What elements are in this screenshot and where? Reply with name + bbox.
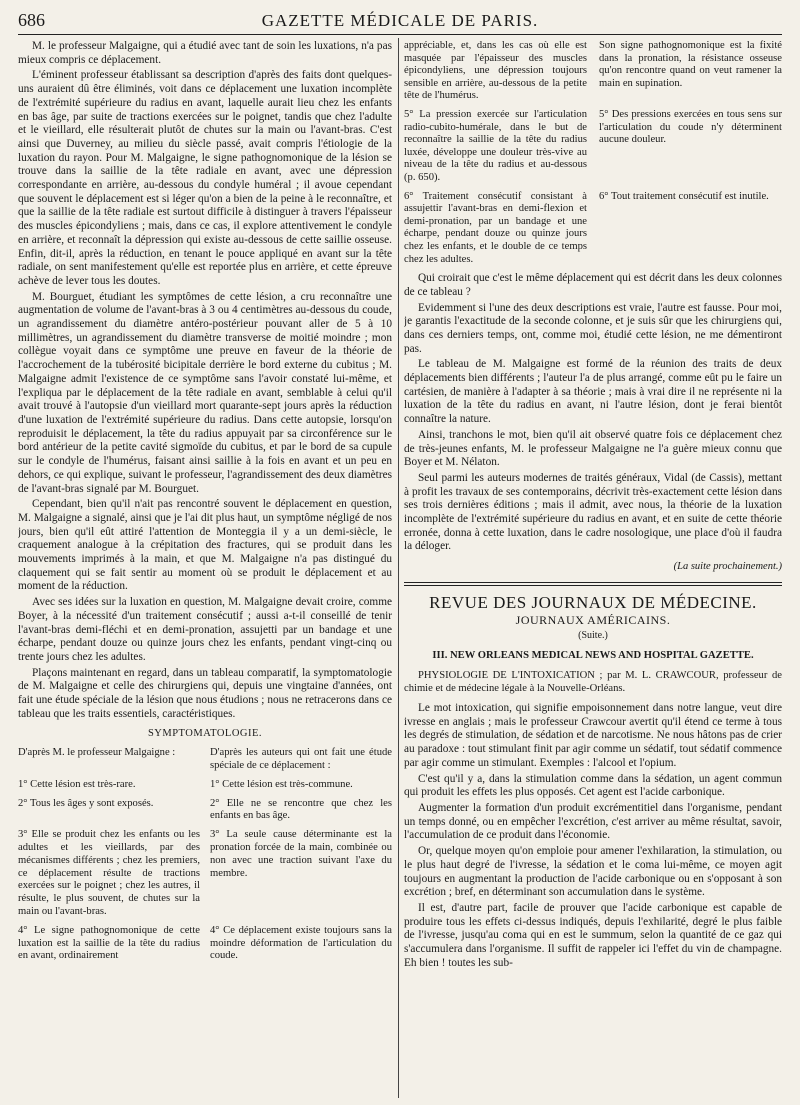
paragraph: Il est, d'autre part, facile de prouver que l'acide carbonique est capable de produire tous les effets ci-dessus indiqués, depuis l'exhilarité, degré le plus faible de l'ivresse, jusqu'au coma qui en est le summum, selon la quantité de ce gaz qui s'accumulera dans l'organisme. Il suffit de rappeler ici l'effet du vin de champagne. Eh bien ! toutes les sub- bbox=[404, 901, 782, 969]
table-cell: 6° Traitement consécutif consistant à assujettir l'avant-bras en demi-flexion et demi-pronation, par un bandage et une écharpe, pendant douze ou quinze jours chez les enfants, et le double de ce temps chez les adultes. bbox=[404, 190, 587, 265]
table-cell: 2° Tous les âges y sont exposés. bbox=[18, 797, 154, 809]
paragraph: L'éminent professeur établissant sa description d'après des faits dont quelques-uns auraient dû être éliminés, voit dans ce déplacement une luxation incomplète de l'extrémité supérieure du radius en avant, laquelle aurait lieu chez les enfants en bas âge, par suite de tractions exercées sur le poignet, tandis que chez l'adulte et le vieillard, elle résulterait plutôt de chutes sur la main ou l'avant-bras. C'est ainsi que Duverney, au milieu du siècle passé, avait compris l'étiologie de la luxation du rayon. Pour M. Malgaigne, le signe pathognomonique de la lésion se trouve dans la saillie de la tête radiale en avant, avec une dépression correspondante en arrière, au-dessous du condyle huméral ; il avoue cependant que souvent le déplacement est si léger qu'on a bien de la peine à le reconnaître, et que la saillie de la tête radiale est surtout difficile à distinguer à travers l'épaisseur des muscles épicondyliens ; mais, dans ce cas, il explore attentivement le condyle en arrière, et reconnaît la dépression qui existe au-dessous de cette saillie osseuse. Enfin, dit-il, après la réduction, en tenant le pouce appliqué en avant sur la tête radiale, on sent manifestement qu'elle est reportée plus en arrière, et cette épreuve achève de lever tous les doutes. bbox=[18, 69, 392, 287]
paragraph: Le mot intoxication, qui signifie empoisonnement dans notre langue, veut dire ivresse en anglais ; mais le professeur Crawcour avertit qu'il étend ce terme à tous les degrés de stimulation, de sédation et de narcotisme. Ne nous hâtons pas de crier au paradoxe : tout stimulant finit par agir comme un sédatif, tout sédatif commence par agir comme un stimulant. Exemples : l'alcool et l'opium. bbox=[404, 702, 782, 769]
column-divider bbox=[398, 38, 399, 1098]
paragraph: Qui croirait que c'est le même déplacement qui est décrit dans les deux colonnes de ce tableau ? bbox=[404, 272, 782, 298]
paragraph: C'est qu'il y a, dans la stimulation comme dans la sédation, un agent commun qui produit les effets les plus opposés. Cet agent est l'acide carbonique. bbox=[404, 772, 782, 799]
table-title: SYMPTOMATOLOGIE. bbox=[147, 728, 263, 740]
table-cell: Son signe pathognomonique est la fixité dans la pronation, la résistance osseuse qu'on rencontre quand on veut ramener la main en supination. bbox=[599, 40, 782, 89]
table-cell: 3° Elle se produit chez les enfants ou les adultes et les vieillards, par des mécanismes différents ; chez les premiers, ce déplacement résulte de tractions exercées sur le poignet ; chez les autres, il résulte, le plus souvent, de chutes sur la main ou l'avant-bras. bbox=[18, 829, 200, 917]
table-cell: 5° Des pressions exercées en tous sens sur l'articulation du coude n'y déterminent aucune douleur. bbox=[599, 108, 782, 146]
table-cell: 6° Tout traitement consécutif est inutile. bbox=[599, 190, 769, 202]
table-cell: 5° La pression exercée sur l'articulation radio-cubito-humérale, dans le but de reconnaître la saillie de la tête du radius luxée, développe une douleur très-vive au niveau de la tête du radius et au-dessous (p. 650). bbox=[404, 108, 587, 183]
table-cell: 2° Elle ne se rencontre que chez les enfants en bas âge. bbox=[210, 797, 392, 822]
table-cell: 4° Le signe pathognomonique de cette luxation est la saillie de la tête du radius en avant, ordinairement bbox=[18, 924, 200, 962]
comparison-table-continued bbox=[404, 40, 782, 272]
section-subtitle: JOURNAUX AMÉRICAINS. bbox=[515, 612, 671, 627]
article-title: III. NEW ORLEANS MEDICAL NEWS AND HOSPITAL GAZETTE. bbox=[432, 649, 754, 661]
comparison-table bbox=[18, 747, 392, 969]
right-column bbox=[404, 40, 782, 1100]
table-cell: appréciable, et, dans les cas où elle est masquée par l'épaisseur des muscles épicondyliens, une dépression toujours sensible en arrière, au-dessous de la petite tête de l'humérus. bbox=[404, 40, 587, 102]
paragraph: Ainsi, tranchons le mot, bien qu'il ait observé quatre fois ce déplacement chez de très-jeunes enfants, M. le professeur Malgaigne ne l'a guère mieux connu que Boyer et M. Nélaton. bbox=[404, 428, 782, 469]
table-cell: 1° Cette lésion est très-rare. bbox=[18, 778, 136, 790]
paragraph: Cependant, bien qu'il n'ait pas rencontré souvent le déplacement en question, M. Malgaigne a signalé, ainsi que je l'ai dit plus haut, un symptôme négligé de nos jours, bien qu'il eût attiré l'attention de Monteggia il y a un demi-siècle, le craquement analogue à la crépitation des fractures, qui se produit dans les mouvements imprimés à la main, et que M. Malgaigne n'a pas distingué du claquement qui se fait sentir au moment où se produit le déplacement et au moment de la réduction. bbox=[18, 498, 392, 593]
paragraph: M. Bourguet, étudiant les symptômes de cette lésion, a cru reconnaître une augmentation de volume de l'avant-bras à 3 ou 4 centimètres au-dessous du coude, un agrandissement du diamètre antéro-postérieur pouvant aller de 5 à 10 millimètres, un agrandissement du diamètre transverse de moitié moindre ; mon collègue voyait dans ce symptôme une preuve en faveur de la théorie de l'accrochement de la tubérosité bicipitale derrière le bord externe du cubitus ; M. Malgaigne admit l'existence de ce symptôme sans l'avoir constaté lui-même, et l'expliqua par le déplacement de la tête radiale en avant, semblable à celui qu'il avait trouvé à l'autopsie d'un vieillard mort quarante-sept jours après la réduction d'une luxation de l'extrémité supérieure du radius. Dans cette autopsie, lorsqu'on reproduisit le déplacement, la tête du radius appuyait par sa circonférence sur le bord antérieur de la petite cavité sigmoïde du cubitus, et par le bord de sa cupule sur le condyle de l'humérus, faisant ainsi saillie à la fois en avant et un peu en dehors, ce qui explique, suivant le professeur, l'agrandissement des deux diamètres de l'avant-bras signalé par M. Bourguet. bbox=[18, 290, 392, 495]
paragraph: Le tableau de M. Malgaigne est formé de la réunion des traits de deux déplacements bien différents ; l'auteur l'a de plus arrangé, comme eût pu le faire un cartésien, de manière à l'adapter à sa théorie ; mais à vrai dire il ne représente ni la luxation de la tête du radius en avant, ni l'autre lésion, dont je ferai bientôt connaître la nature. bbox=[404, 358, 782, 426]
section-title: REVUE DES JOURNAUX DE MÉDECINE. bbox=[429, 592, 757, 612]
paragraph: M. le professeur Malgaigne, qui a étudié avec tant de soin les luxations, n'a pas mieux compris ce déplacement. bbox=[18, 40, 392, 66]
paragraph: Augmenter la formation d'un produit excrémentitiel dans l'organisme, pendant un temps donné, ou en empêcher l'excrétion, c'est arriver au même résultat, savoir, l'accumulation de ce produit dans l'économie. bbox=[404, 802, 782, 842]
paragraph: Avec ses idées sur la luxation en question, M. Malgaigne devait croire, comme Boyer, à la nécessité d'un traitement consécutif ; aussi a-t-il conseillé de tenir l'avant-bras demi-fléchi et en demi-pronation, assujetti par un bandage et une écharpe, pendant douze ou quinze jours chez les enfants, pendant vingt-cinq ou trente jours chez les adultes. bbox=[18, 596, 392, 663]
left-column bbox=[18, 40, 392, 1100]
paragraph: Evidemment si l'une des deux descriptions est vraie, l'autre est fausse. Pour moi, je garantis l'exactitude de la seconde colonne, et je suis sûr que les chirurgiens qui, dans ces derniers temps, ont, comme moi, étudié cette lésion, ne me démentiront pas. bbox=[404, 301, 782, 355]
section-continued: (Suite.) bbox=[578, 630, 608, 642]
page-header bbox=[18, 8, 782, 35]
section-divider bbox=[404, 582, 782, 586]
continuation-note: (La suite prochainement.) bbox=[673, 561, 782, 573]
table-right-head: D'après les auteurs qui ont fait une étude spéciale de ce déplacement : bbox=[210, 747, 392, 771]
paragraph: Seul parmi les auteurs modernes de traités généraux, Vidal (de Cassis), mettant à profit les travaux de ses contemporains, décrivit très-exactement cette lésion dans ses trois dernières éditions ; mais il admit, avec nous, la théorie de la luxation incomplète de l'extrémité supérieure du radius en avant, et en suite de cette théorie erronée, donna à cette luxation, dans le cadre nosologique, une place d'où il faudra la déloger. bbox=[404, 471, 782, 553]
page-number: 686 bbox=[18, 10, 45, 30]
paragraph: Or, quelque moyen qu'on emploie pour amener l'exhilaration, la stimulation, ou le plus haut degré de l'ivresse, la sédation et le coma lui-même, ce moyen agit toujours en augmentant la production de l'acide carbonique ou en s'opposant à son excrétion ; bref, en déterminant son accumulation dans le système. bbox=[404, 845, 782, 899]
table-left-head: D'après M. le professeur Malgaigne : bbox=[18, 747, 176, 759]
table-cell: 1° Cette lésion est très-commune. bbox=[210, 778, 353, 790]
table-cell: 3° La seule cause déterminante est la pronation forcée de la main, combinée ou non avec une traction suivant l'axe du membre. bbox=[210, 829, 392, 879]
article-subtitle: PHYSIOLOGIE DE L'INTOXICATION ; par M. L. CRAWCOUR, professeur de chimie et de médecine légale à la Nouvelle-Orléans. bbox=[404, 669, 782, 695]
table-cell: 4° Ce déplacement existe toujours sans la moindre déformation de l'articulation du coude. bbox=[210, 924, 392, 962]
paragraph: Plaçons maintenant en regard, dans un tableau comparatif, la symptomatologie de M. Malgaigne et celle des chirurgiens qui, depuis une vingtaine d'années, ont fait une étude spéciale de la lésion que nous étudions ; nous ne retracerons dans ce tableau que les traits essentiels, caractéristiques. bbox=[18, 666, 392, 720]
journal-title: GAZETTE MÉDICALE DE PARIS. bbox=[261, 11, 539, 30]
